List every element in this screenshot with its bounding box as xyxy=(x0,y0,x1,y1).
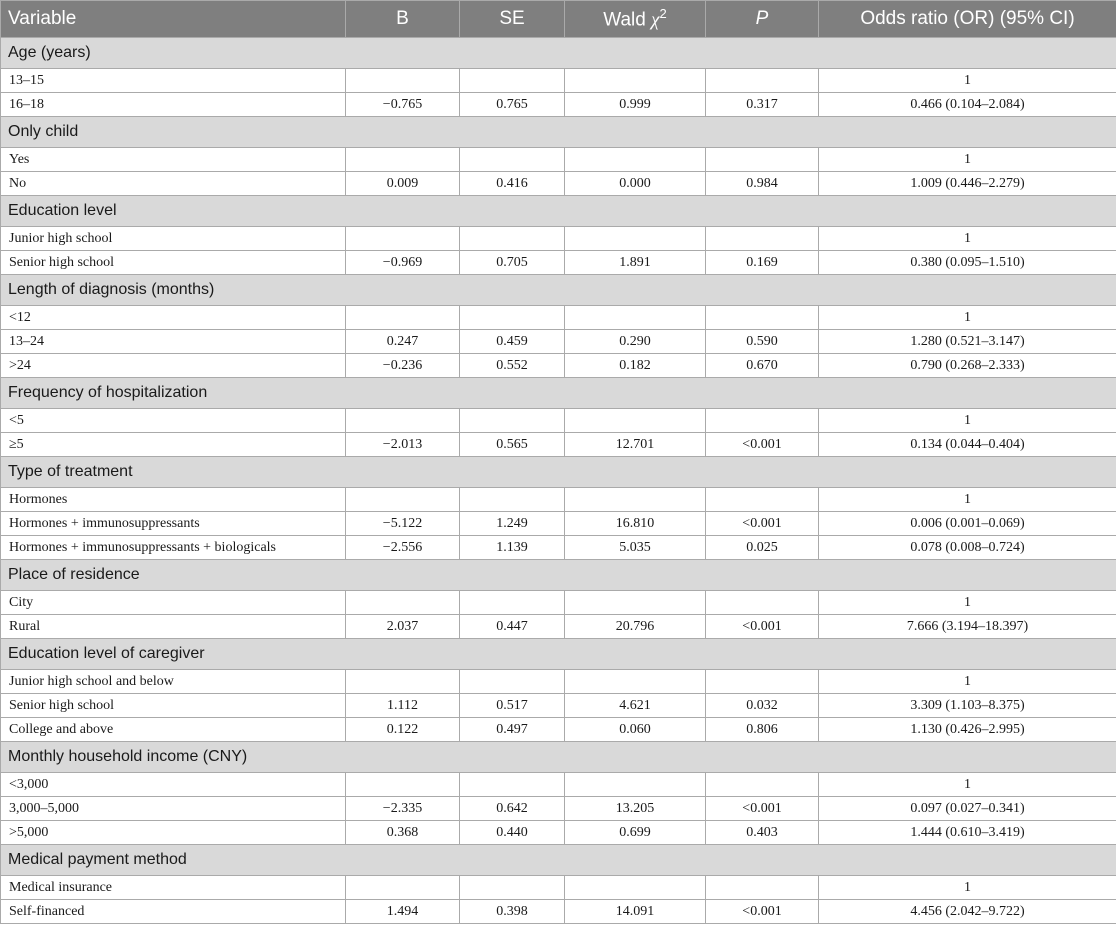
cell-wald: 12.701 xyxy=(565,433,706,457)
cell-b: −0.969 xyxy=(346,251,460,275)
cell-b xyxy=(346,591,460,615)
cell-wald xyxy=(565,670,706,694)
cell-wald: 0.182 xyxy=(565,354,706,378)
cell-p xyxy=(706,670,819,694)
cell-or: 0.097 (0.027–0.341) xyxy=(819,797,1116,821)
group-title: Age (years) xyxy=(1,38,1116,69)
cell-b: −2.556 xyxy=(346,536,460,560)
group-title: Education level of caregiver xyxy=(1,639,1116,670)
cell-se xyxy=(460,69,565,93)
group-header-row xyxy=(1,457,1116,488)
cell-wald: 0.699 xyxy=(565,821,706,845)
cell-p: 0.403 xyxy=(706,821,819,845)
cell-variable: <12 xyxy=(1,306,346,330)
cell-b: 0.247 xyxy=(346,330,460,354)
table-row xyxy=(1,670,1116,694)
group-header-row xyxy=(1,845,1116,876)
table-row xyxy=(1,354,1116,378)
cell-wald: 14.091 xyxy=(565,900,706,924)
cell-b: 1.494 xyxy=(346,900,460,924)
cell-p xyxy=(706,306,819,330)
cell-variable: No xyxy=(1,172,346,196)
cell-wald xyxy=(565,773,706,797)
cell-variable: 13–24 xyxy=(1,330,346,354)
group-title: Place of residence xyxy=(1,560,1116,591)
table-row xyxy=(1,488,1116,512)
cell-p: 0.590 xyxy=(706,330,819,354)
cell-wald xyxy=(565,409,706,433)
table-row xyxy=(1,694,1116,718)
cell-p xyxy=(706,148,819,172)
cell-wald: 4.621 xyxy=(565,694,706,718)
table-row xyxy=(1,306,1116,330)
cell-or: 0.078 (0.008–0.724) xyxy=(819,536,1116,560)
cell-b xyxy=(346,773,460,797)
cell-or: 1.444 (0.610–3.419) xyxy=(819,821,1116,845)
cell-p: 0.169 xyxy=(706,251,819,275)
cell-or: 1 xyxy=(819,773,1116,797)
cell-or: 1 xyxy=(819,306,1116,330)
group-title: Medical payment method xyxy=(1,845,1116,876)
group-header-row xyxy=(1,275,1116,306)
group-header-row xyxy=(1,742,1116,773)
cell-variable: Senior high school xyxy=(1,694,346,718)
cell-se xyxy=(460,409,565,433)
cell-or: 0.006 (0.001–0.069) xyxy=(819,512,1116,536)
group-title: Type of treatment xyxy=(1,457,1116,488)
cell-se: 0.459 xyxy=(460,330,565,354)
cell-se xyxy=(460,227,565,251)
cell-or: 1 xyxy=(819,148,1116,172)
header-wald xyxy=(565,1,706,38)
cell-variable: Junior high school xyxy=(1,227,346,251)
cell-b xyxy=(346,148,460,172)
cell-se: 0.398 xyxy=(460,900,565,924)
cell-or: 1.130 (0.426–2.995) xyxy=(819,718,1116,742)
cell-or: 1.280 (0.521–3.147) xyxy=(819,330,1116,354)
table-row xyxy=(1,433,1116,457)
cell-wald: 1.891 xyxy=(565,251,706,275)
cell-se: 1.249 xyxy=(460,512,565,536)
cell-or: 7.666 (3.194–18.397) xyxy=(819,615,1116,639)
table-body xyxy=(1,38,1116,924)
cell-or: 3.309 (1.103–8.375) xyxy=(819,694,1116,718)
cell-se: 0.565 xyxy=(460,433,565,457)
table-row xyxy=(1,797,1116,821)
cell-p: 0.032 xyxy=(706,694,819,718)
cell-or: 0.790 (0.268–2.333) xyxy=(819,354,1116,378)
cell-wald xyxy=(565,227,706,251)
cell-b xyxy=(346,409,460,433)
table-row xyxy=(1,773,1116,797)
cell-wald: 0.060 xyxy=(565,718,706,742)
cell-p: 0.025 xyxy=(706,536,819,560)
cell-or: 1 xyxy=(819,69,1116,93)
header-wald-prefix: Wald xyxy=(603,9,652,31)
table-header xyxy=(1,1,1116,38)
cell-se xyxy=(460,148,565,172)
cell-wald: 20.796 xyxy=(565,615,706,639)
cell-variable: ≥5 xyxy=(1,433,346,457)
group-title: Monthly household income (CNY) xyxy=(1,742,1116,773)
cell-se xyxy=(460,670,565,694)
table-row xyxy=(1,615,1116,639)
cell-p: <0.001 xyxy=(706,900,819,924)
cell-se xyxy=(460,876,565,900)
cell-variable: <5 xyxy=(1,409,346,433)
header-odds-ratio: Odds ratio (OR) (95% CI) xyxy=(819,1,1116,38)
cell-wald: 16.810 xyxy=(565,512,706,536)
cell-b xyxy=(346,306,460,330)
cell-variable: Hormones + immunosuppressants xyxy=(1,512,346,536)
cell-or: 1 xyxy=(819,876,1116,900)
cell-wald: 0.999 xyxy=(565,93,706,117)
cell-b: −0.765 xyxy=(346,93,460,117)
cell-or: 1.009 (0.446–2.279) xyxy=(819,172,1116,196)
header-variable: Variable xyxy=(1,1,346,38)
cell-b: −2.013 xyxy=(346,433,460,457)
cell-variable: >24 xyxy=(1,354,346,378)
group-header-row xyxy=(1,639,1116,670)
cell-b: 0.368 xyxy=(346,821,460,845)
cell-variable: 3,000–5,000 xyxy=(1,797,346,821)
cell-or: 1 xyxy=(819,670,1116,694)
cell-wald xyxy=(565,488,706,512)
cell-b xyxy=(346,488,460,512)
cell-variable: City xyxy=(1,591,346,615)
cell-b: 0.122 xyxy=(346,718,460,742)
cell-p: <0.001 xyxy=(706,433,819,457)
cell-wald: 13.205 xyxy=(565,797,706,821)
cell-variable: Yes xyxy=(1,148,346,172)
cell-variable: Hormones + immunosuppressants + biologicals xyxy=(1,536,346,560)
group-header-row xyxy=(1,378,1116,409)
cell-variable: 16–18 xyxy=(1,93,346,117)
cell-p xyxy=(706,69,819,93)
header-b: B xyxy=(346,1,460,38)
cell-b xyxy=(346,670,460,694)
header-row xyxy=(1,1,1116,38)
cell-se: 0.447 xyxy=(460,615,565,639)
group-title: Length of diagnosis (months) xyxy=(1,275,1116,306)
cell-se: 0.552 xyxy=(460,354,565,378)
cell-p: 0.806 xyxy=(706,718,819,742)
group-title: Education level xyxy=(1,196,1116,227)
table-row xyxy=(1,409,1116,433)
cell-se: 0.517 xyxy=(460,694,565,718)
cell-p xyxy=(706,409,819,433)
table-row xyxy=(1,251,1116,275)
table-row xyxy=(1,330,1116,354)
cell-b: −0.236 xyxy=(346,354,460,378)
table-row xyxy=(1,93,1116,117)
cell-p xyxy=(706,227,819,251)
cell-se: 0.416 xyxy=(460,172,565,196)
cell-se: 0.440 xyxy=(460,821,565,845)
cell-variable: Self-financed xyxy=(1,900,346,924)
cell-p: 0.317 xyxy=(706,93,819,117)
cell-or: 0.134 (0.044–0.404) xyxy=(819,433,1116,457)
cell-p: <0.001 xyxy=(706,512,819,536)
cell-or: 1 xyxy=(819,227,1116,251)
group-header-row xyxy=(1,38,1116,69)
cell-or: 1 xyxy=(819,488,1116,512)
table-row xyxy=(1,172,1116,196)
cell-b xyxy=(346,69,460,93)
cell-or: 0.380 (0.095–1.510) xyxy=(819,251,1116,275)
cell-b: 2.037 xyxy=(346,615,460,639)
cell-p xyxy=(706,773,819,797)
group-header-row xyxy=(1,117,1116,148)
table-row xyxy=(1,900,1116,924)
cell-variable: Junior high school and below xyxy=(1,670,346,694)
cell-wald xyxy=(565,591,706,615)
cell-b xyxy=(346,227,460,251)
table-row xyxy=(1,227,1116,251)
cell-se xyxy=(460,591,565,615)
cell-p xyxy=(706,591,819,615)
cell-variable: >5,000 xyxy=(1,821,346,845)
cell-variable: 13–15 xyxy=(1,69,346,93)
cell-variable: College and above xyxy=(1,718,346,742)
group-title: Only child xyxy=(1,117,1116,148)
group-header-row xyxy=(1,196,1116,227)
cell-se xyxy=(460,773,565,797)
group-header-row xyxy=(1,560,1116,591)
cell-wald xyxy=(565,306,706,330)
group-title: Frequency of hospitalization xyxy=(1,378,1116,409)
cell-p: <0.001 xyxy=(706,797,819,821)
cell-p xyxy=(706,876,819,900)
cell-or: 0.466 (0.104–2.084) xyxy=(819,93,1116,117)
cell-wald: 5.035 xyxy=(565,536,706,560)
cell-or: 1 xyxy=(819,591,1116,615)
cell-p: 0.984 xyxy=(706,172,819,196)
cell-p: <0.001 xyxy=(706,615,819,639)
cell-wald: 0.290 xyxy=(565,330,706,354)
table-row xyxy=(1,148,1116,172)
cell-b: 1.112 xyxy=(346,694,460,718)
cell-wald: 0.000 xyxy=(565,172,706,196)
header-se: SE xyxy=(460,1,565,38)
table-row xyxy=(1,591,1116,615)
table-row xyxy=(1,821,1116,845)
cell-variable: Senior high school xyxy=(1,251,346,275)
cell-se: 1.139 xyxy=(460,536,565,560)
header-wald-sup: 2 xyxy=(659,6,667,22)
cell-variable: Rural xyxy=(1,615,346,639)
cell-wald xyxy=(565,69,706,93)
cell-se: 0.642 xyxy=(460,797,565,821)
cell-se: 0.497 xyxy=(460,718,565,742)
cell-b: −2.335 xyxy=(346,797,460,821)
cell-variable: Medical insurance xyxy=(1,876,346,900)
header-p: P xyxy=(706,1,819,38)
table-row xyxy=(1,536,1116,560)
cell-b: 0.009 xyxy=(346,172,460,196)
header-wald-symbol: χ xyxy=(651,9,660,31)
cell-variable: <3,000 xyxy=(1,773,346,797)
cell-b: −5.122 xyxy=(346,512,460,536)
cell-variable: Hormones xyxy=(1,488,346,512)
cell-p xyxy=(706,488,819,512)
cell-or: 1 xyxy=(819,409,1116,433)
cell-se: 0.765 xyxy=(460,93,565,117)
cell-wald xyxy=(565,876,706,900)
table-row xyxy=(1,69,1116,93)
cell-wald xyxy=(565,148,706,172)
cell-or: 4.456 (2.042–9.722) xyxy=(819,900,1116,924)
cell-se xyxy=(460,306,565,330)
cell-se xyxy=(460,488,565,512)
cell-p: 0.670 xyxy=(706,354,819,378)
table-row xyxy=(1,512,1116,536)
table-row xyxy=(1,876,1116,900)
cell-b xyxy=(346,876,460,900)
cell-se: 0.705 xyxy=(460,251,565,275)
table-row xyxy=(1,718,1116,742)
